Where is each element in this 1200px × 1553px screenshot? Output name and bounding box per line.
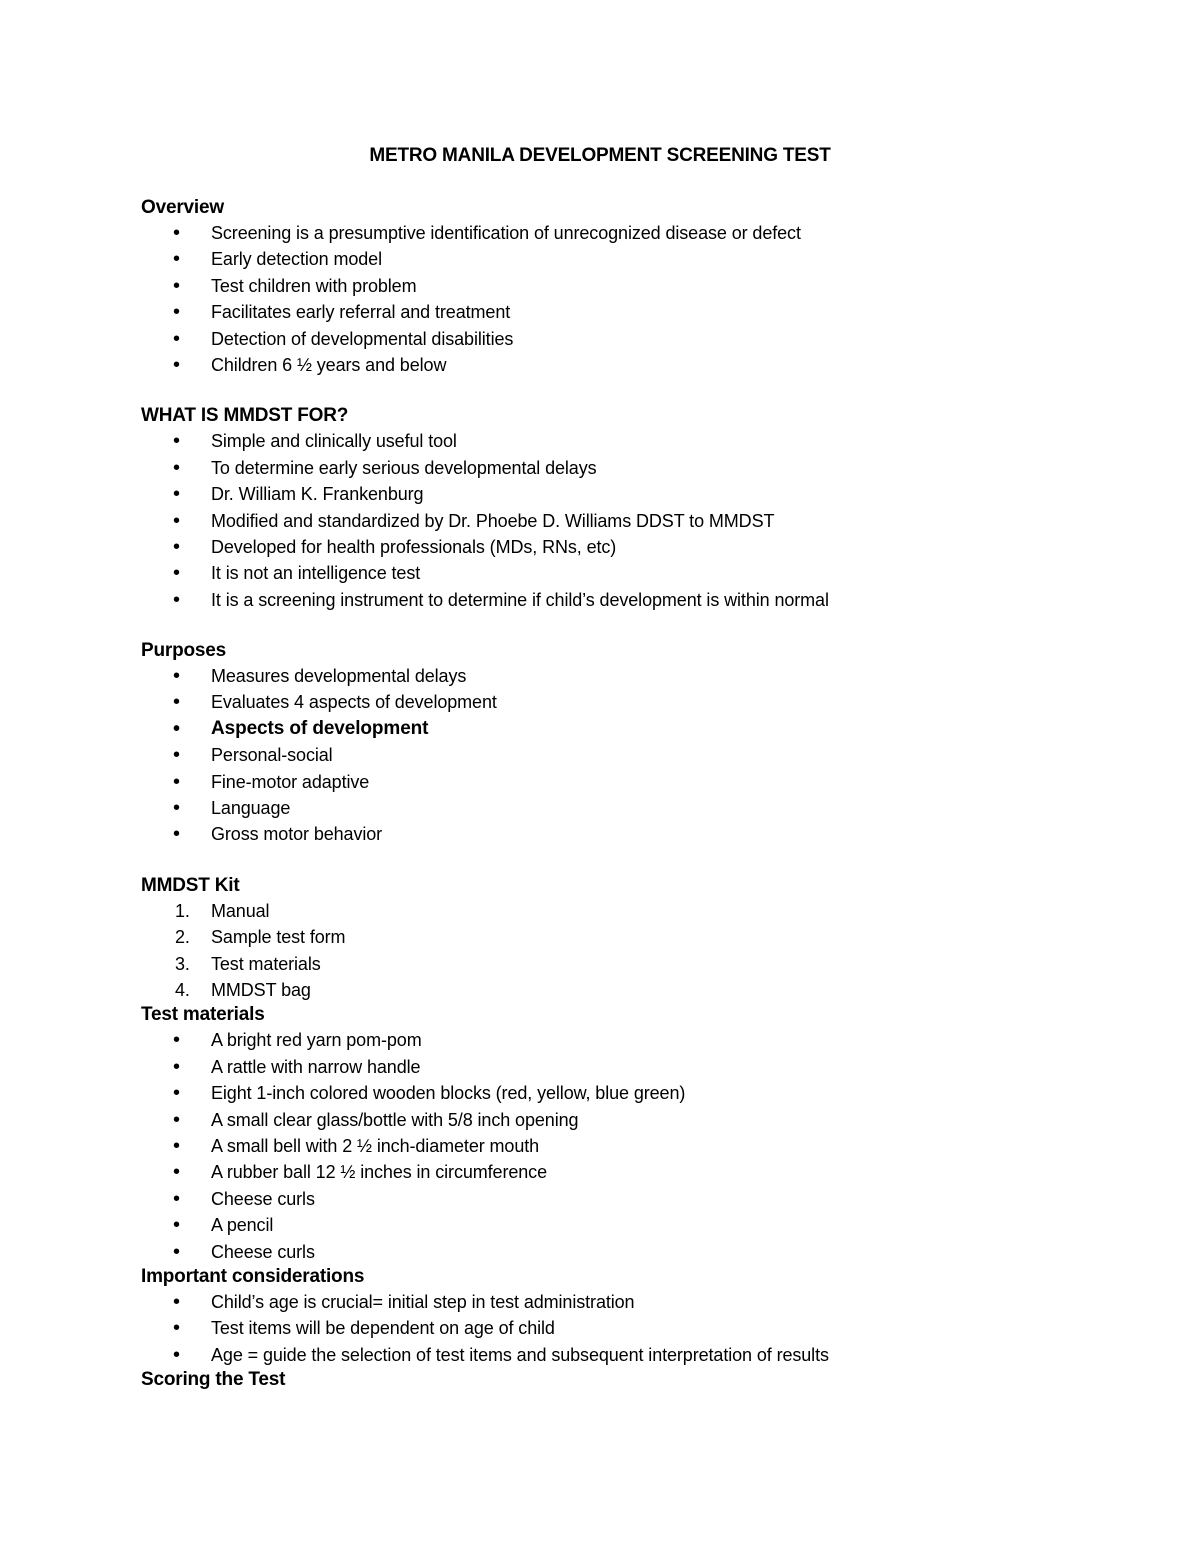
list-item: • A small bell with 2 ½ inch-diameter mouth (141, 1133, 1101, 1159)
list-item: • Personal-social (141, 742, 1101, 768)
considerations-list (141, 1289, 1101, 1368)
list-item: • Facilitates early referral and treatment (141, 299, 1101, 325)
purposes-list (141, 663, 1101, 848)
list-item: • To determine early serious developmental delays (141, 455, 1101, 481)
list-item: • Screening is a presumptive identification of unrecognized disease or defect (141, 220, 1101, 246)
document-body (141, 196, 1101, 1392)
list-item: • Children 6 ½ years and below (141, 352, 1101, 378)
item-number: 2. (175, 927, 190, 948)
section-heading-important-considerations: Important considerations (141, 1265, 365, 1287)
section-heading-scoring: Scoring the Test (141, 1369, 286, 1391)
section-important-considerations (141, 1265, 1101, 1368)
list-item: • Test children with problem (141, 273, 1101, 299)
section-mmdst-kit (141, 874, 1101, 1004)
kit-list (141, 898, 1101, 1004)
list-item: • Detection of developmental disabilities (141, 326, 1101, 352)
list-item: • A small clear glass/bottle with 5/8 inch opening (141, 1107, 1101, 1133)
section-test-materials (141, 1003, 1101, 1265)
list-item: • Fine-motor adaptive (141, 769, 1101, 795)
list-item: • It is not an intelligence test (141, 560, 1101, 586)
section-overview (141, 196, 1101, 378)
overview-list (141, 220, 1101, 378)
list-item: • A rattle with narrow handle (141, 1054, 1101, 1080)
list-item: • Child’s age is crucial= initial step in test administration (141, 1289, 1101, 1315)
list-item: • Early detection model (141, 246, 1101, 272)
list-item: • Cheese curls (141, 1186, 1101, 1212)
page-title: METRO MANILA DEVELOPMENT SCREENING TEST (369, 145, 831, 166)
item-text: MMDST bag (211, 979, 311, 1000)
numbered-item (141, 924, 1101, 950)
list-item: • Measures developmental delays (141, 663, 1101, 689)
list-item: • Gross motor behavior (141, 821, 1101, 847)
list-item: • Evaluates 4 aspects of development (141, 689, 1101, 715)
item-text: Manual (211, 900, 270, 921)
list-item: • A rubber ball 12 ½ inches in circumference (141, 1159, 1101, 1185)
list-item: • A bright red yarn pom-pom (141, 1027, 1101, 1053)
list-item: • Test items will be dependent on age of child (141, 1315, 1101, 1341)
list-item: • Simple and clinically useful tool (141, 428, 1101, 454)
list-item: • Cheese curls (141, 1239, 1101, 1265)
numbered-item (141, 977, 1101, 1003)
list-item: • Dr. William K. Frankenburg (141, 481, 1101, 507)
list-item: • Language (141, 795, 1101, 821)
list-item: • Developed for health professionals (MDs, RNs, etc) (141, 534, 1101, 560)
list-item: • A pencil (141, 1212, 1101, 1238)
list-item-subheading: • Aspects of development (141, 716, 1101, 742)
section-heading-test-materials: Test materials (141, 1004, 265, 1026)
section-what-is-mmdst (141, 404, 1101, 613)
numbered-item (141, 951, 1101, 977)
list-item: • Age = guide the selection of test items and subsequent interpretation of results (141, 1342, 1101, 1368)
section-heading-purposes: Purposes (141, 640, 226, 662)
numbered-item (141, 898, 1101, 924)
item-number: 1. (175, 900, 190, 921)
item-text: Sample test form (211, 927, 346, 948)
section-heading-mmdst-kit: MMDST Kit (141, 874, 240, 896)
section-scoring (141, 1368, 1101, 1392)
item-text: Test materials (211, 953, 321, 974)
list-item: • Modified and standardized by Dr. Phoebe D. Williams DDST to MMDST (141, 508, 1101, 534)
materials-list (141, 1027, 1101, 1265)
section-heading-overview: Overview (141, 197, 224, 218)
section-heading-what-is-mmdst: WHAT IS MMDST FOR? (141, 405, 349, 427)
what-is-list (141, 428, 1101, 613)
item-number: 4. (175, 979, 190, 1000)
section-purposes (141, 639, 1101, 848)
list-item: • Eight 1-inch colored wooden blocks (red, yellow, blue green) (141, 1080, 1101, 1106)
list-item: • It is a screening instrument to determine if child’s development is within normal (141, 587, 1101, 613)
item-number: 3. (175, 953, 190, 974)
